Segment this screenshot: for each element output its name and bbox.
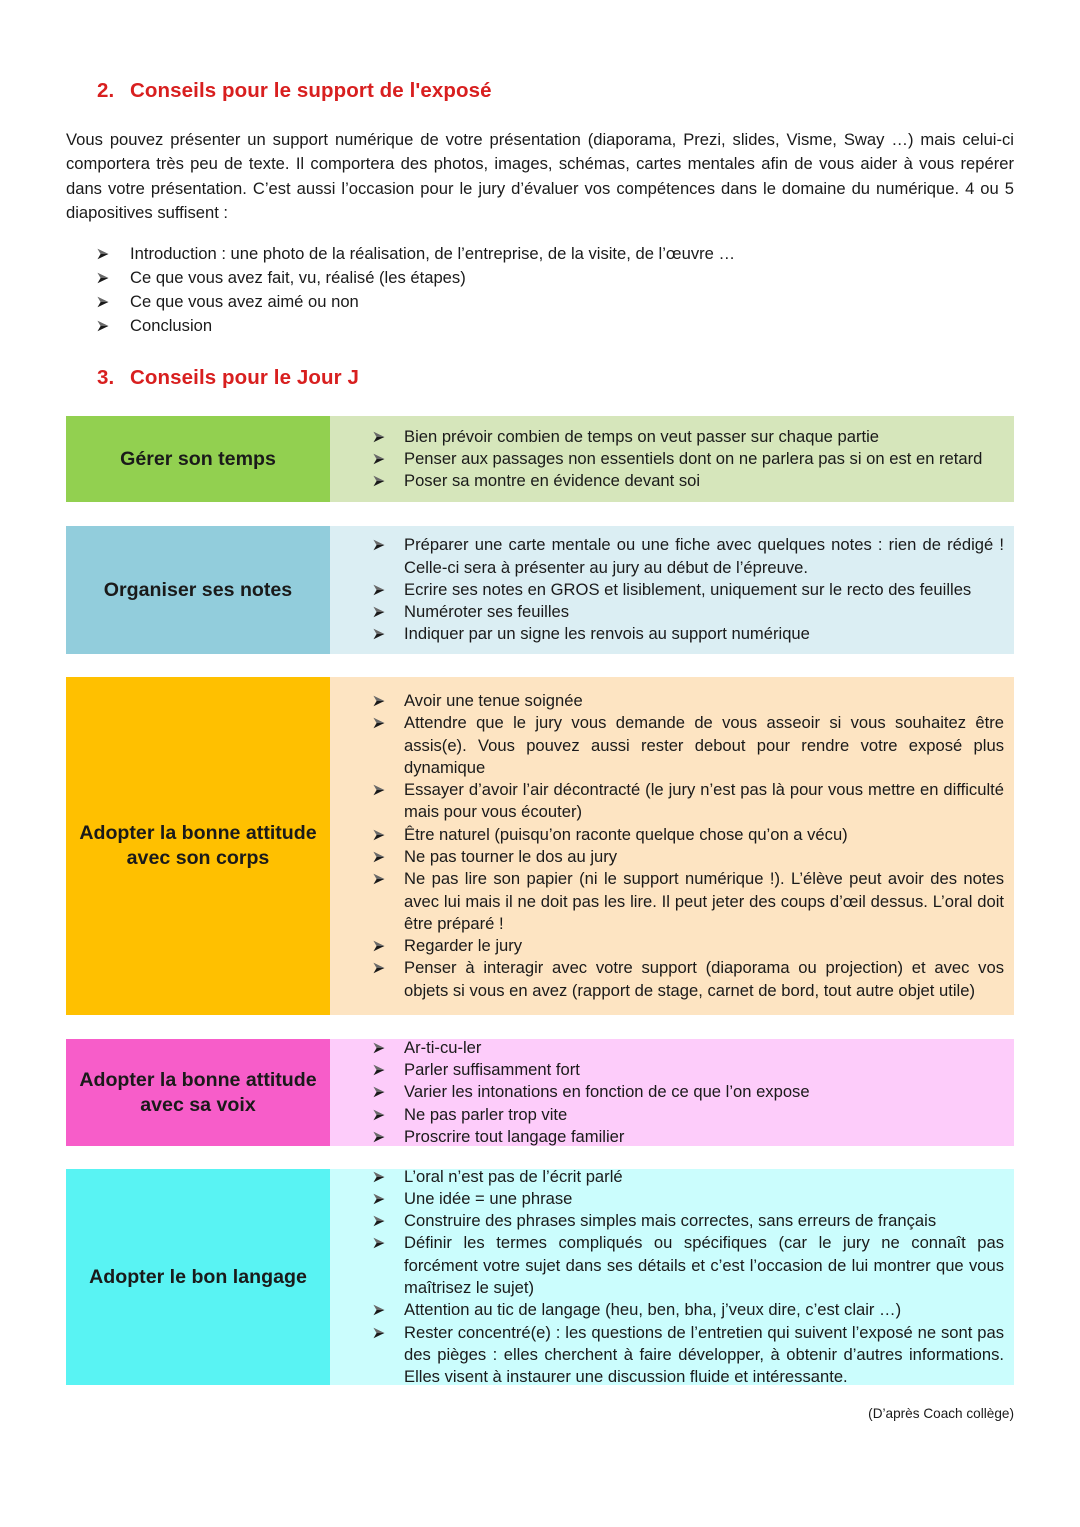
row-label: Adopter le bon langage	[66, 1169, 330, 1385]
list-item: Penser aux passages non essentiels dont on ne parlera pas si on est en retard	[330, 448, 1004, 470]
list-item: Ne pas parler trop vite	[330, 1104, 1004, 1126]
list-item: Ce que vous avez fait, vu, réalisé (les étapes)	[66, 266, 1014, 290]
list-item: Indiquer par un signe les renvois au support numérique	[330, 623, 1004, 645]
section-3-number: 3.	[97, 366, 115, 389]
arrow-bullet-icon	[97, 272, 109, 284]
arrow-bullet-icon	[373, 453, 385, 465]
arrow-bullet-icon	[373, 851, 385, 863]
list-item: Introduction : une photo de la réalisation, de l’entreprise, de la visite, de l’œuvre …	[66, 242, 1014, 266]
arrow-bullet-icon	[373, 1215, 385, 1227]
row-label: Gérer son temps	[66, 416, 330, 502]
arrow-bullet-icon	[373, 695, 385, 707]
arrow-bullet-icon	[373, 1109, 385, 1121]
section-2-heading	[97, 79, 492, 103]
arrow-bullet-icon	[373, 784, 385, 796]
arrow-bullet-icon	[373, 962, 385, 974]
list-item: Attention au tic de langage (heu, ben, bha, j’veux dire, c’est clair …)	[330, 1299, 1004, 1321]
arrow-bullet-icon	[373, 1064, 385, 1076]
arrow-bullet-icon	[373, 873, 385, 885]
arrow-bullet-icon	[373, 1327, 385, 1339]
section-2-number: 2.	[97, 79, 115, 102]
arrow-bullet-icon	[373, 431, 385, 443]
row-content	[330, 416, 1014, 502]
row-label: Organiser ses notes	[66, 526, 330, 654]
arrow-bullet-icon	[373, 1237, 385, 1249]
arrow-bullet-icon	[373, 584, 385, 596]
list-item: Conclusion	[66, 314, 1014, 338]
row-content	[330, 1039, 1014, 1146]
arrow-bullet-icon	[97, 248, 109, 260]
list-item: Poser sa montre en évidence devant soi	[330, 470, 1004, 492]
section-3-heading	[97, 366, 359, 390]
arrow-bullet-icon	[373, 606, 385, 618]
tips-row-body	[66, 677, 1014, 1015]
arrow-bullet-icon	[373, 539, 385, 551]
source-credit: (D’après Coach collège)	[868, 1406, 1014, 1421]
list-item: Une idée = une phrase	[330, 1188, 1004, 1210]
arrow-bullet-icon	[373, 1171, 385, 1183]
list-item: Ne pas tourner le dos au jury	[330, 846, 1004, 868]
section-3-title: Conseils pour le Jour J	[130, 366, 359, 389]
list-item: Proscrire tout langage familier	[330, 1126, 1004, 1148]
arrow-bullet-icon	[373, 1193, 385, 1205]
list-item: Varier les intonations en fonction de ce que l’on expose	[330, 1081, 1004, 1103]
row-content	[330, 526, 1014, 654]
arrow-bullet-icon	[373, 628, 385, 640]
arrow-bullet-icon	[373, 1131, 385, 1143]
section-2-title: Conseils pour le support de l'exposé	[130, 79, 492, 102]
row-label: Adopter la bonne attitude avec sa voix	[66, 1039, 330, 1146]
arrow-bullet-icon	[97, 320, 109, 332]
arrow-bullet-icon	[373, 717, 385, 729]
support-list	[66, 242, 1014, 338]
arrow-bullet-icon	[373, 940, 385, 952]
row-content	[330, 677, 1014, 1015]
list-item: L’oral n’est pas de l’écrit parlé	[330, 1166, 1004, 1188]
section-2-intro: Vous pouvez présenter un support numérique de votre présentation (diaporama, Prezi, slides, Visme, Sway …) mais celui-ci comportera très peu de texte. Il comportera des photos, images, schémas, cartes mentales afin de vous aider à vous repérer dans votre présentation. C’est aussi l’occasion pour le jury d’évaluer vos compétences dans le domaine du numérique. 4 ou 5 diapositives suffisent :	[66, 130, 1014, 222]
arrow-bullet-icon	[373, 1042, 385, 1054]
list-item: Avoir une tenue soignée	[330, 690, 1004, 712]
tips-row-time	[66, 416, 1014, 502]
row-content	[330, 1166, 1014, 1387]
list-item: Essayer d’avoir l’air décontracté (le jury n’est pas là pour vous mettre en difficulté mais pour vous écouter)	[330, 779, 1004, 824]
arrow-bullet-icon	[373, 1304, 385, 1316]
list-item: Attendre que le jury vous demande de vous asseoir si vous souhaitez être assis(e). Vous pouvez aussi rester debout pour rendre votre exposé plus dynamique	[330, 712, 1004, 779]
arrow-bullet-icon	[373, 475, 385, 487]
list-item: Préparer une carte mentale ou une fiche avec quelques notes : rien de rédigé ! Celle-ci sera à présenter au jury au début de l’épreuve.	[330, 534, 1004, 579]
list-item: Parler suffisamment fort	[330, 1059, 1004, 1081]
tips-row-voice	[66, 1039, 1014, 1146]
list-item: Définir les termes compliqués ou spécifiques (car le jury ne connaît pas forcément votre sujet dans ses détails et c’est l’occasion de lui montrer que vous maîtrisez le sujet)	[330, 1232, 1004, 1299]
list-item: Construire des phrases simples mais correctes, sans erreurs de français	[330, 1210, 1004, 1232]
tips-row-notes	[66, 526, 1014, 654]
list-item: Ar-ti-cu-ler	[330, 1037, 1004, 1059]
list-item: Ecrire ses notes en GROS et lisiblement, uniquement sur le recto des feuilles	[330, 579, 1004, 601]
list-item: Être naturel (puisqu’on raconte quelque chose qu’on a vécu)	[330, 824, 1004, 846]
list-item: Regarder le jury	[330, 935, 1004, 957]
list-item: Bien prévoir combien de temps on veut passer sur chaque partie	[330, 426, 1004, 448]
list-item: Penser à interagir avec votre support (diaporama ou projection) et avec vos objets si vous en avez (rapport de stage, carnet de bord, tout autre objet utile)	[330, 957, 1004, 1002]
list-item: Numéroter ses feuilles	[330, 601, 1004, 623]
arrow-bullet-icon	[373, 829, 385, 841]
tips-row-language	[66, 1166, 1014, 1387]
list-item: Ne pas lire son papier (ni le support numérique !). L’élève peut avoir des notes avec lui mais il ne doit pas les lire. Il peut jeter des coups d’œil dessus. L’oral doit être préparé !	[330, 868, 1004, 935]
list-item: Rester concentré(e) : les questions de l’entretien qui suivent l’exposé ne sont pas des pièges : elles cherchent à faire développer, à obtenir d’autres informations. Elles visent à instaurer une discussion fluide et intéressante.	[330, 1322, 1004, 1389]
row-label: Adopter la bonne attitude avec son corps	[66, 677, 330, 1015]
arrow-bullet-icon	[373, 1086, 385, 1098]
arrow-bullet-icon	[97, 296, 109, 308]
list-item: Ce que vous avez aimé ou non	[66, 290, 1014, 314]
